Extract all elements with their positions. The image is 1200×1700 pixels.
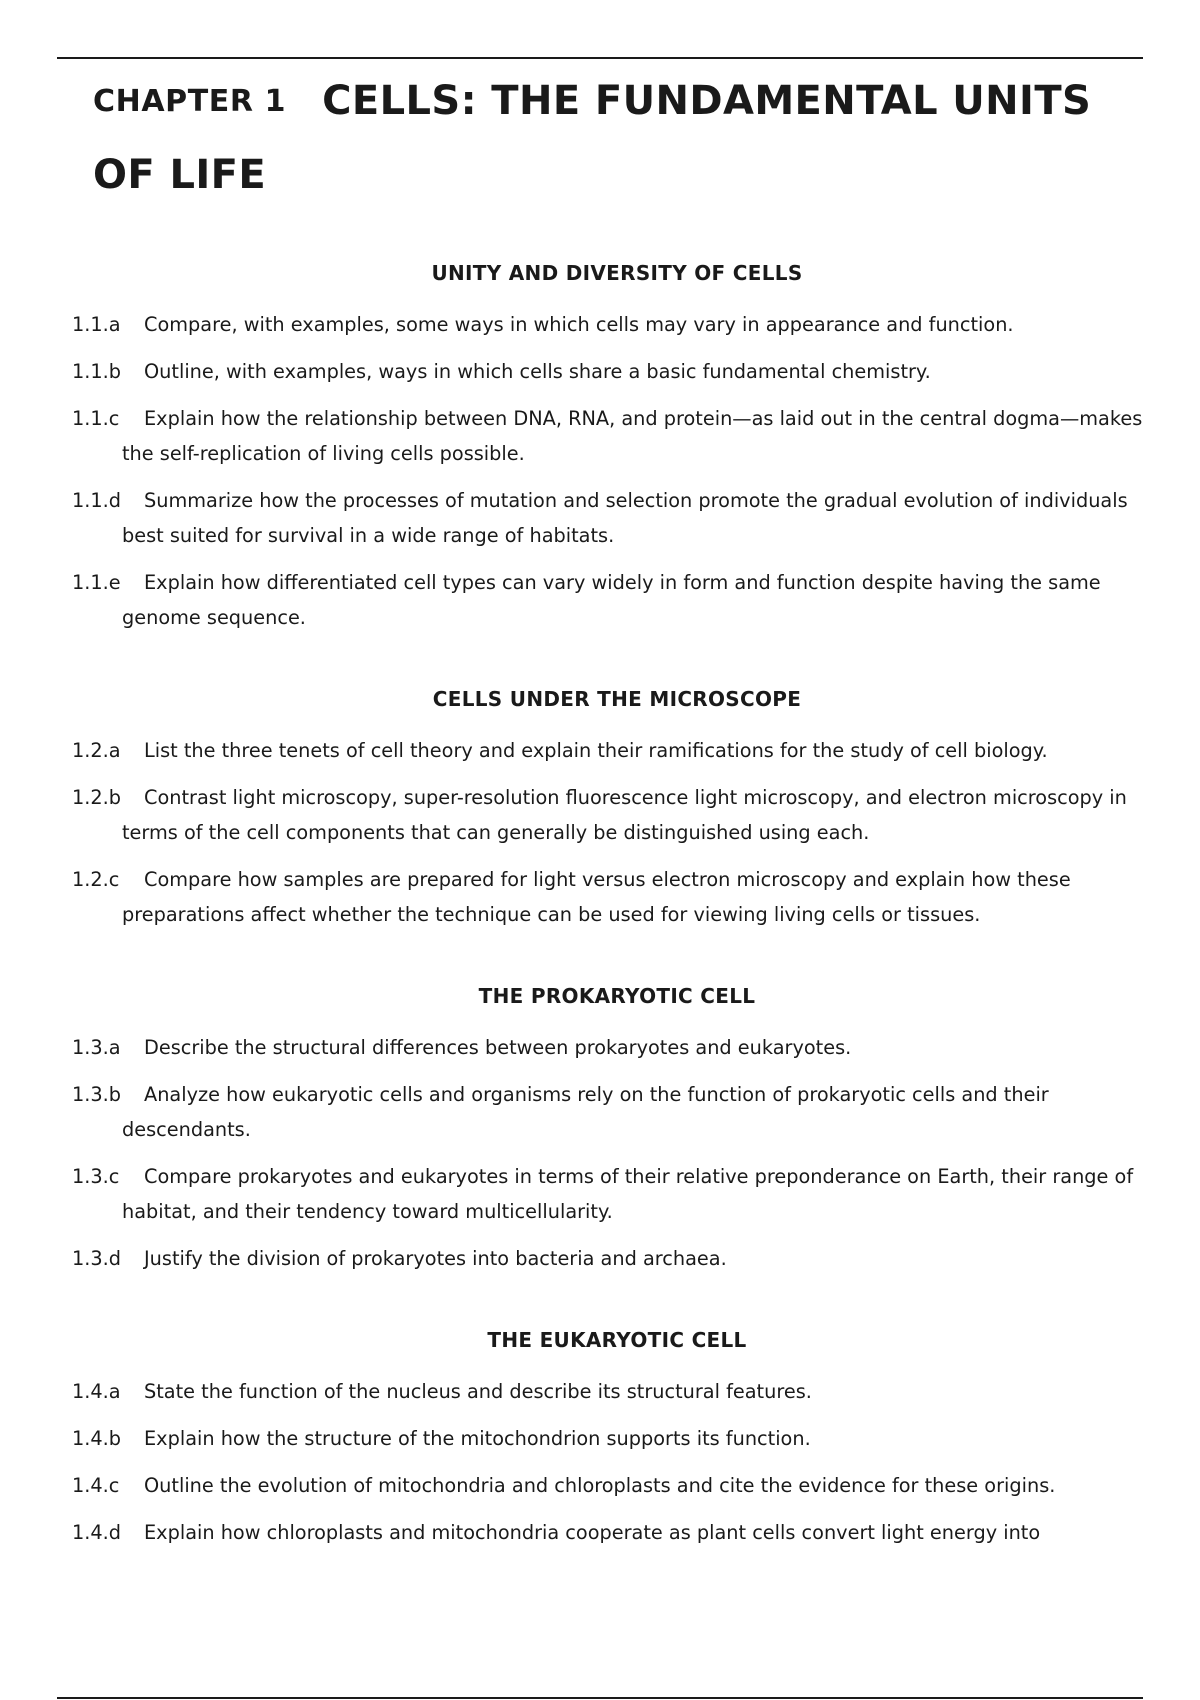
objective-text: Justify the division of prokaryotes into bacteria and archaea. (144, 1247, 727, 1270)
section-prokaryotic-cell (0, 978, 1200, 1276)
objective-number: 1.3.c (72, 1165, 120, 1188)
objective-number: 1.2.a (72, 739, 121, 762)
objective-number: 1.3.b (72, 1083, 122, 1106)
objective-number: 1.4.a (72, 1380, 121, 1403)
objective-item (0, 1241, 1200, 1276)
chapter-title: CELLS: THE FUNDAMENTAL UNITS OF LIFE (93, 78, 1092, 198)
objective-text: Compare how samples are prepared for light versus electron microscopy and explain how these preparations affect whether the technique can be used for viewing living cells or tissues. (122, 868, 1071, 926)
objective-item (0, 1515, 1200, 1550)
section-eukaryotic-cell (0, 1322, 1200, 1550)
objective-number: 1.1.b (72, 360, 122, 383)
objective-text: Explain how differentiated cell types can vary widely in form and function despite having the same genome sequence. (122, 571, 1101, 629)
objective-text: Explain how the structure of the mitochondrion supports its function. (144, 1427, 811, 1450)
objective-text: Compare, with examples, some ways in which cells may vary in appearance and function. (144, 313, 1014, 336)
objective-text: List the three tenets of cell theory and explain their ramifications for the study of cell biology. (144, 739, 1048, 762)
objective-text: Summarize how the processes of mutation and selection promote the gradual evolution of individuals best suited for survival in a wide range of habitats. (122, 489, 1128, 547)
objective-item (0, 733, 1200, 768)
bottom-rule (57, 1697, 1143, 1699)
objective-text: Compare prokaryotes and eukaryotes in terms of their relative preponderance on Earth, their range of habitat, and their tendency toward multicellularity. (122, 1165, 1134, 1223)
section-cells-microscope (0, 681, 1200, 932)
section-heading: THE EUKARYOTIC CELL (487, 1328, 747, 1352)
objective-item (0, 1374, 1200, 1409)
section-heading: UNITY AND DIVERSITY OF CELLS (431, 261, 803, 285)
objective-number: 1.1.d (72, 489, 122, 512)
chapter-heading (93, 66, 1153, 211)
objective-number: 1.2.b (72, 786, 122, 809)
objective-text: Outline, with examples, ways in which cells share a basic fundamental chemistry. (144, 360, 931, 383)
objective-number: 1.1.c (72, 407, 120, 430)
section-heading: THE PROKARYOTIC CELL (478, 984, 756, 1008)
section-heading: CELLS UNDER THE MICROSCOPE (432, 687, 802, 711)
objective-item (0, 565, 1200, 635)
objective-number: 1.1.a (72, 313, 121, 336)
objective-item (0, 1030, 1200, 1065)
objective-item (0, 1077, 1200, 1147)
objective-item (0, 354, 1200, 389)
objective-item (0, 307, 1200, 342)
objective-number: 1.4.c (72, 1474, 120, 1497)
objective-item (0, 1468, 1200, 1503)
objective-text: Describe the structural differences between prokaryotes and eukaryotes. (144, 1036, 852, 1059)
objective-text: Explain how chloroplasts and mitochondria cooperate as plant cells convert light energy into (144, 1521, 1041, 1544)
objective-item (0, 780, 1200, 850)
objective-text: Explain how the relationship between DNA, RNA, and protein—as laid out in the central dogma—makes the self-replication of living cells possible. (122, 407, 1143, 465)
top-rule (57, 57, 1143, 59)
objective-item (0, 401, 1200, 471)
learning-objectives (0, 255, 1200, 1562)
objective-number: 1.3.a (72, 1036, 121, 1059)
section-unity-diversity (0, 255, 1200, 635)
objective-item (0, 483, 1200, 553)
objective-number: 1.4.b (72, 1427, 122, 1450)
objective-number: 1.2.c (72, 868, 120, 891)
chapter-label: CHAPTER 1 (93, 84, 287, 119)
objective-text: Contrast light microscopy, super-resolution fluorescence light microscopy, and electron microscopy in terms of the cell components that can generally be distinguished using each. (122, 786, 1127, 844)
objective-item (0, 1159, 1200, 1229)
objective-item (0, 862, 1200, 932)
objective-text: State the function of the nucleus and describe its structural features. (144, 1380, 812, 1403)
objective-item (0, 1421, 1200, 1456)
objective-text: Outline the evolution of mitochondria and chloroplasts and cite the evidence for these origins. (144, 1474, 1056, 1497)
objective-number: 1.3.d (72, 1247, 122, 1270)
objective-number: 1.1.e (72, 571, 121, 594)
objective-text: Analyze how eukaryotic cells and organisms rely on the function of prokaryotic cells and their descendants. (122, 1083, 1049, 1141)
objective-number: 1.4.d (72, 1521, 122, 1544)
